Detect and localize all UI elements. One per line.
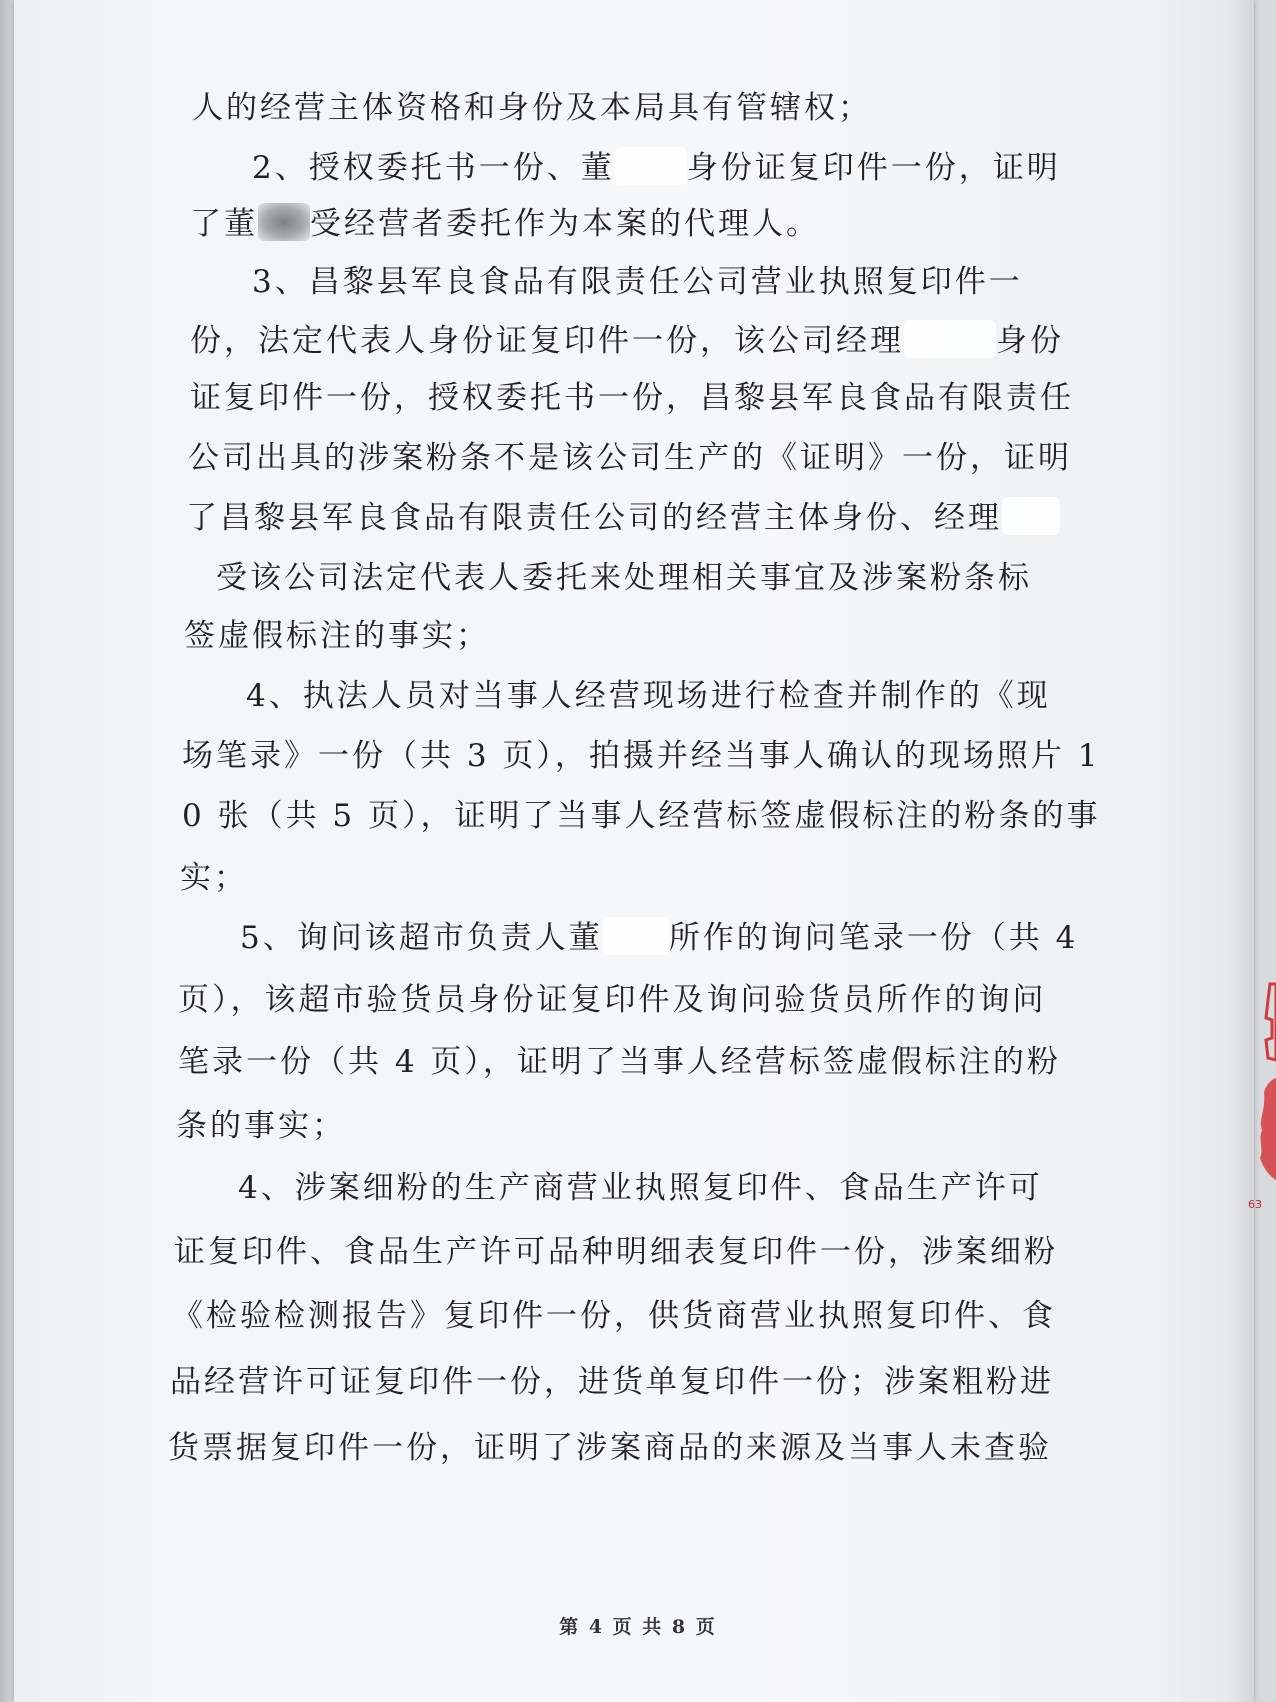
text-segment: 2、授权委托书一份、董 [252, 150, 615, 186]
redaction-mark [1002, 497, 1060, 535]
text-line-3 [190, 198, 820, 243]
text-line-22: 品经营许可证复印件一份，进货单复印件一份；涉案粗粉进 [170, 1364, 1054, 1400]
text-line-16: 页），该超市验货员身份证复印件及询问验货员所作的询问 [178, 982, 1047, 1018]
text-line-18: 条的事实； [176, 1108, 346, 1144]
text-line-19: 4、涉案细粉的生产商营业执照复印件、食品生产许可 [238, 1170, 1043, 1206]
redaction-mark [258, 203, 310, 241]
text-segment: 身份 [996, 323, 1064, 359]
text-line-17: 笔录一份（共 4 页），证明了当事人经营标签虚假标注的粉 [178, 1044, 1061, 1080]
page-edge [1228, 0, 1254, 1702]
redaction-mark [904, 320, 996, 358]
text-line-15 [240, 912, 1078, 957]
page-shadow [0, 0, 14, 1702]
text-line-11: 4、执法人员对当事人经营现场进行检查并制作的《现 [246, 678, 1051, 714]
text-line-4: 3、昌黎县军良食品有限责任公司营业执照复印件一 [252, 264, 1023, 300]
text-line-14: 实； [180, 860, 248, 896]
text-segment: 所作的询问笔录一份（共 4 [668, 920, 1079, 956]
text-line-5 [190, 315, 1064, 360]
redaction-mark [615, 147, 687, 185]
text-line-2 [252, 142, 1061, 187]
text-segment: 身份证复印件一份，证明 [686, 150, 1061, 186]
text-line-23: 货票据复印件一份，证明了涉案商品的来源及当事人未查验 [168, 1430, 1052, 1466]
seal-number: 63 [1248, 1198, 1262, 1211]
text-line-1: 人的经营主体资格和身份及本局具有管辖权； [192, 90, 872, 126]
text-line-6: 证复印件一份，授权委托书一份，昌黎县军良食品有限责任 [190, 380, 1074, 416]
page-number: 第 4 页 共 8 页 [559, 1616, 717, 1638]
text-segment: 了董 [190, 206, 258, 242]
text-segment: 受经营者委托作为本案的代理人。 [310, 206, 820, 242]
text-line-8 [186, 492, 1060, 537]
text-line-10: 签虚假标注的事实； [184, 618, 490, 654]
text-line-13: 0 张（共 5 页），证明了当事人经营标签虚假标注的粉条的事 [182, 798, 1101, 834]
text-segment: 份，法定代表人身份证复印件一份，该公司经理 [190, 323, 904, 359]
redaction-mark [603, 917, 669, 955]
text-line-12: 场笔录》一份（共 3 页），拍摄并经当事人确认的现场照片 1 [182, 738, 1101, 774]
text-line-7: 公司出具的涉案粉条不是该公司生产的《证明》一份，证明 [188, 440, 1072, 476]
red-seal-stamp [1246, 980, 1276, 1240]
text-line-21: 《检验检测报告》复印件一份，供货商营业执照复印件、食 [172, 1298, 1056, 1334]
text-segment: 5、询问该超市负责人董 [240, 920, 603, 956]
text-line-20: 证复印件、食品生产许可品种明细表复印件一份，涉案细粉 [174, 1234, 1058, 1270]
text-line-9: 受该公司法定代表人委托来处理相关事宜及涉案粉条标 [216, 560, 1032, 596]
text-segment: 了昌黎县军良食品有限责任公司的经营主体身份、经理 [186, 500, 1002, 536]
